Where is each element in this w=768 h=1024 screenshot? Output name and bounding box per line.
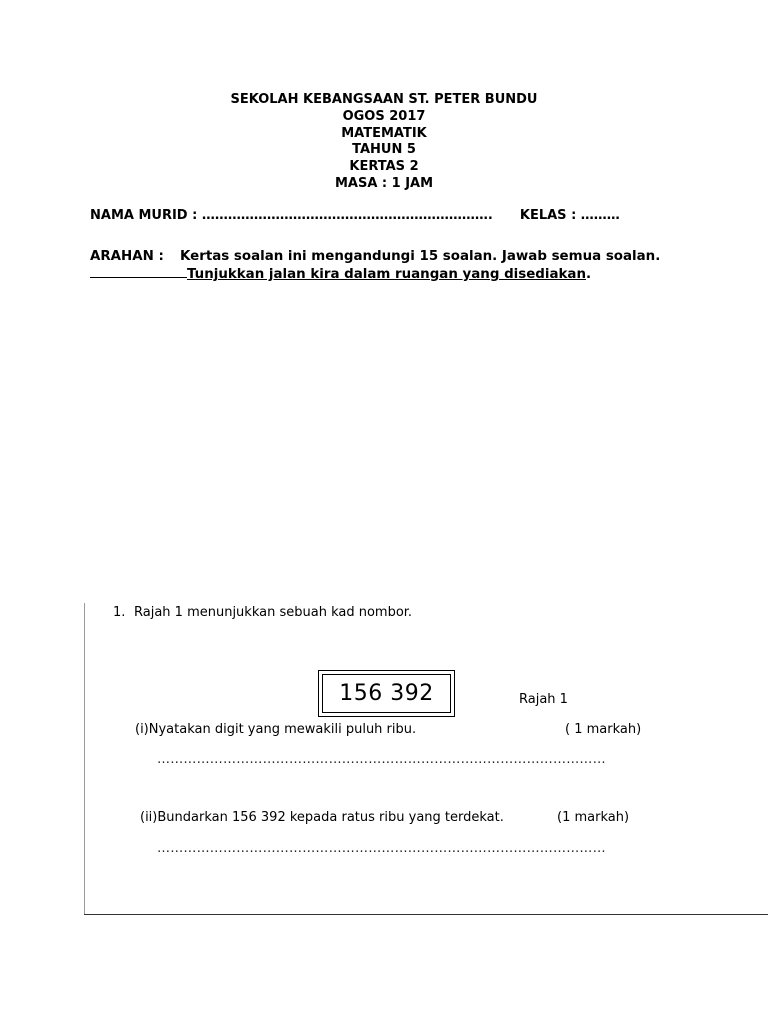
exam-year-level: TAHUN 5 xyxy=(352,142,416,158)
exam-duration: MASA : 1 JAM xyxy=(334,175,434,191)
instructions-text-2-end: . xyxy=(585,267,592,282)
question-1-part-ii-marks: (1 markah) xyxy=(557,810,630,825)
question-number: 1. xyxy=(113,605,126,620)
student-name-label: NAMA MURID : xyxy=(90,208,198,223)
question-1-part-i-marks: ( 1 markah) xyxy=(565,722,642,737)
instructions-text-1: Kertas soalan ini mengandungi 15 soalan. Jawab semua soalan. xyxy=(180,249,661,264)
question-1-stem xyxy=(113,605,412,620)
exam-month-year: OGOS 2017 xyxy=(342,108,426,124)
class-label: KELAS : xyxy=(519,208,577,223)
answer-line-part-ii: ………………………………………………………………………………………… xyxy=(157,841,606,856)
number-card-value: 156 392 xyxy=(322,674,451,713)
instructions-line-2 xyxy=(90,267,591,282)
class-blank: ……… xyxy=(580,208,620,223)
answer-line-part-i: ………………………………………………………………………………………… xyxy=(157,752,606,767)
instructions-underline-pad xyxy=(90,276,187,278)
instructions-line-1 xyxy=(90,249,660,264)
student-name-blank: …………………………………………………………. xyxy=(201,208,493,223)
school-name: SEKOLAH KEBANGSAAN ST. PETER BUNDU xyxy=(230,92,538,107)
instructions-text-2: Tunjukkan jalan kira dalam ruangan yang disediakan xyxy=(187,267,586,282)
question-1-part-ii: (ii)Bundarkan 156 392 kepada ratus ribu yang terdekat. xyxy=(140,810,504,825)
question-border-bottom xyxy=(84,914,768,915)
number-card xyxy=(318,670,455,717)
exam-paper: KERTAS 2 xyxy=(349,159,419,175)
exam-header xyxy=(0,92,768,193)
figure-label: Rajah 1 xyxy=(519,692,568,707)
question-border-left xyxy=(84,603,85,915)
exam-subject: MATEMATIK xyxy=(341,125,427,141)
question-1-text: Rajah 1 menunjukkan sebuah kad nombor. xyxy=(134,605,413,620)
question-1-part-i: (i)Nyatakan digit yang mewakili puluh ribu. xyxy=(135,722,417,737)
student-info-row xyxy=(90,208,620,223)
instructions-label: ARAHAN : xyxy=(90,249,164,264)
